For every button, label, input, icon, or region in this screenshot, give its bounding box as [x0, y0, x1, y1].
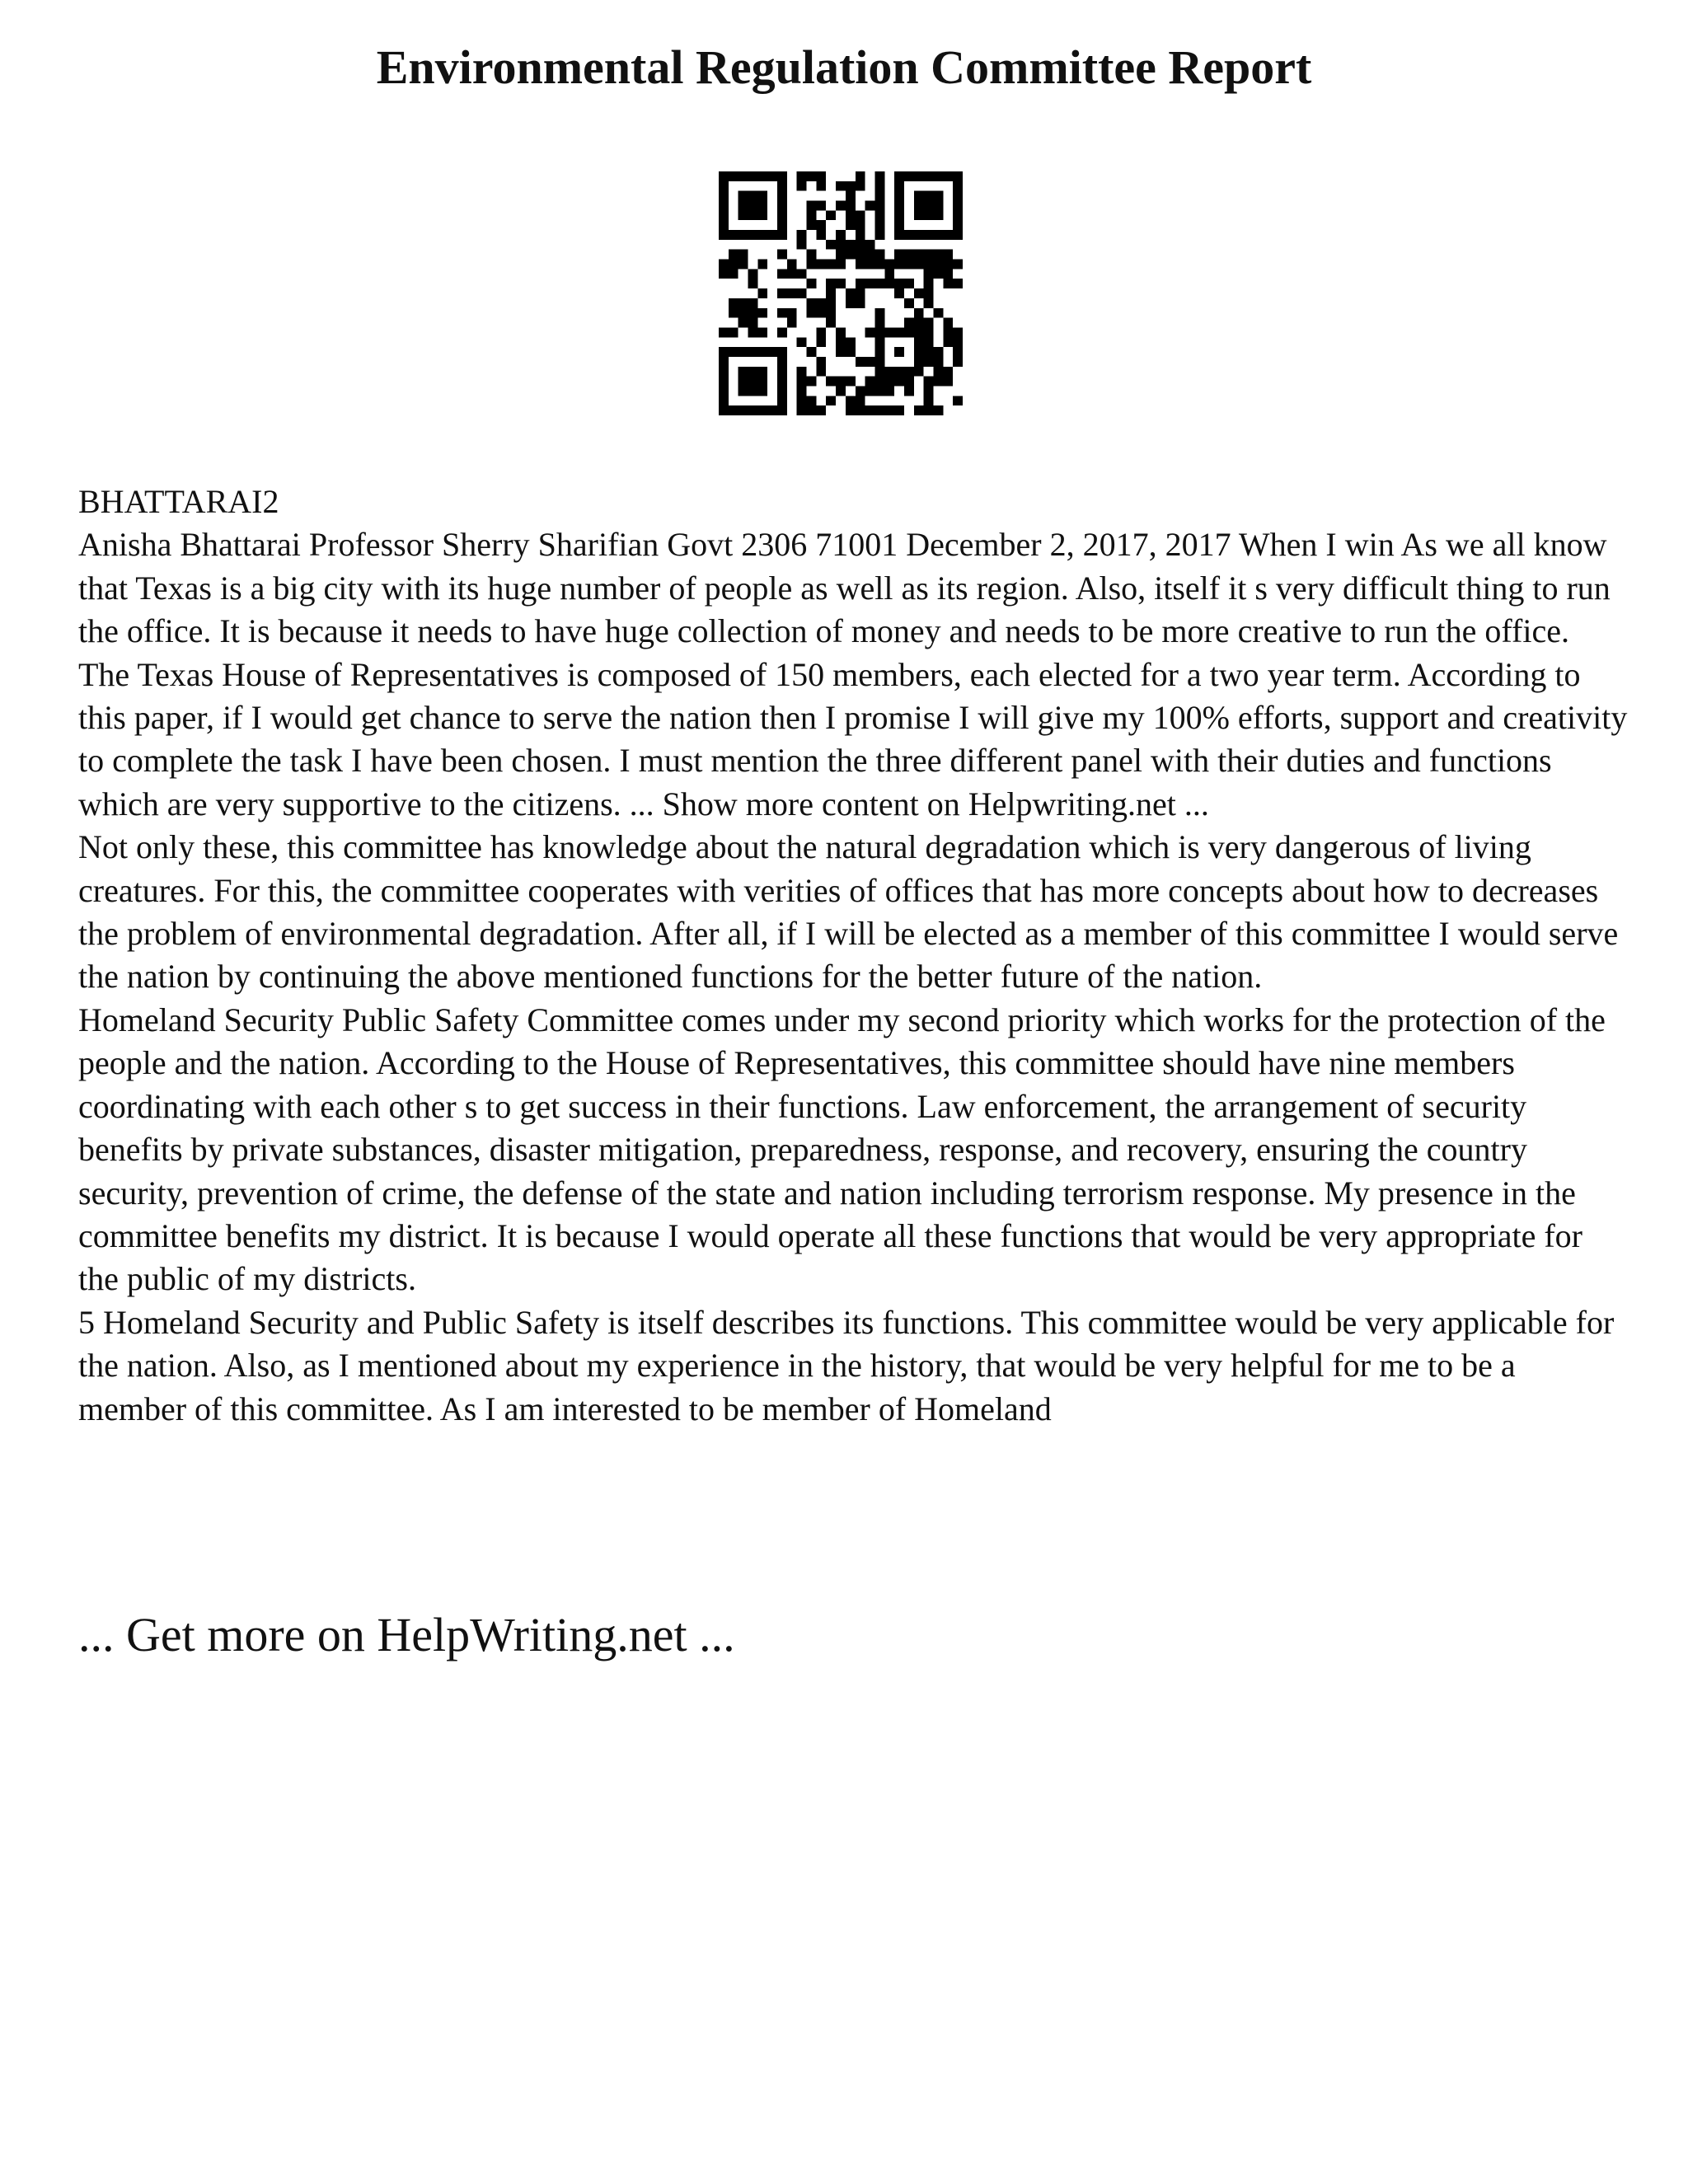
document-title: Environmental Regulation Committee Report: [376, 40, 1312, 94]
body-paragraph: Homeland Security Public Safety Committee comes under my second priority which works for the protection of the people and the nation. According to the House of Representatives, this committee should have nine members coordinating with each other s to get success in their functions. Law enforcement, the arrangement of security benefits by private substances, disaster mitigation, preparedness, response, and recovery, ensuring the country security, prevention of crime, the defense of the state and nation including terrorism response. My presence in the committee benefits my district. It is because I would operate all these functions that would be very appropriate for the public of my districts.: [78, 1001, 1606, 1298]
document-body: [78, 480, 1628, 1431]
get-more-link[interactable]: ... Get more on HelpWriting.net ...: [78, 1608, 735, 1661]
body-paragraph: Not only these, this committee has knowledge about the natural degradation which is very dangerous of living creatures. For this, the committee cooperates with verities of offices that has more concepts about how to decreases the problem of environmental degradation. After all, if I will be elected as a member of this committee I would serve the nation by continuing the above mentioned functions for the better future of the nation.: [78, 828, 1619, 996]
body-paragraph: Anisha Bhattarai Professor Sherry Sharifian Govt 2306 71001 December 2, 2017, 2017 When I win As we all know that Texas is a big city with its huge number of people as well as its region. Also, itself it s very difficult thing to run the office. It is because it needs to have huge collection of money and needs to be more creative to run the office. The Texas House of Representatives is composed of 150 members, each elected for a two year term. According to this paper, if I would get chance to serve the nation then I promise I will give my 100% efforts, support and creativity to complete the task I have been chosen. I must mention the three different panel with their duties and functions which are very supportive to the citizens. ... Show more content on Helpwriting.net ...: [78, 526, 1628, 823]
author-header: BHATTARAI2: [78, 483, 279, 520]
qr-code-icon: [719, 171, 963, 415]
body-paragraph: 5 Homeland Security and Public Safety is itself describes its functions. This committee would be very applicable for the nation. Also, as I mentioned about my experience in the history, that would be very helpful for me to be a member of this committee. As I am interested to be member of Homeland: [78, 1303, 1615, 1427]
